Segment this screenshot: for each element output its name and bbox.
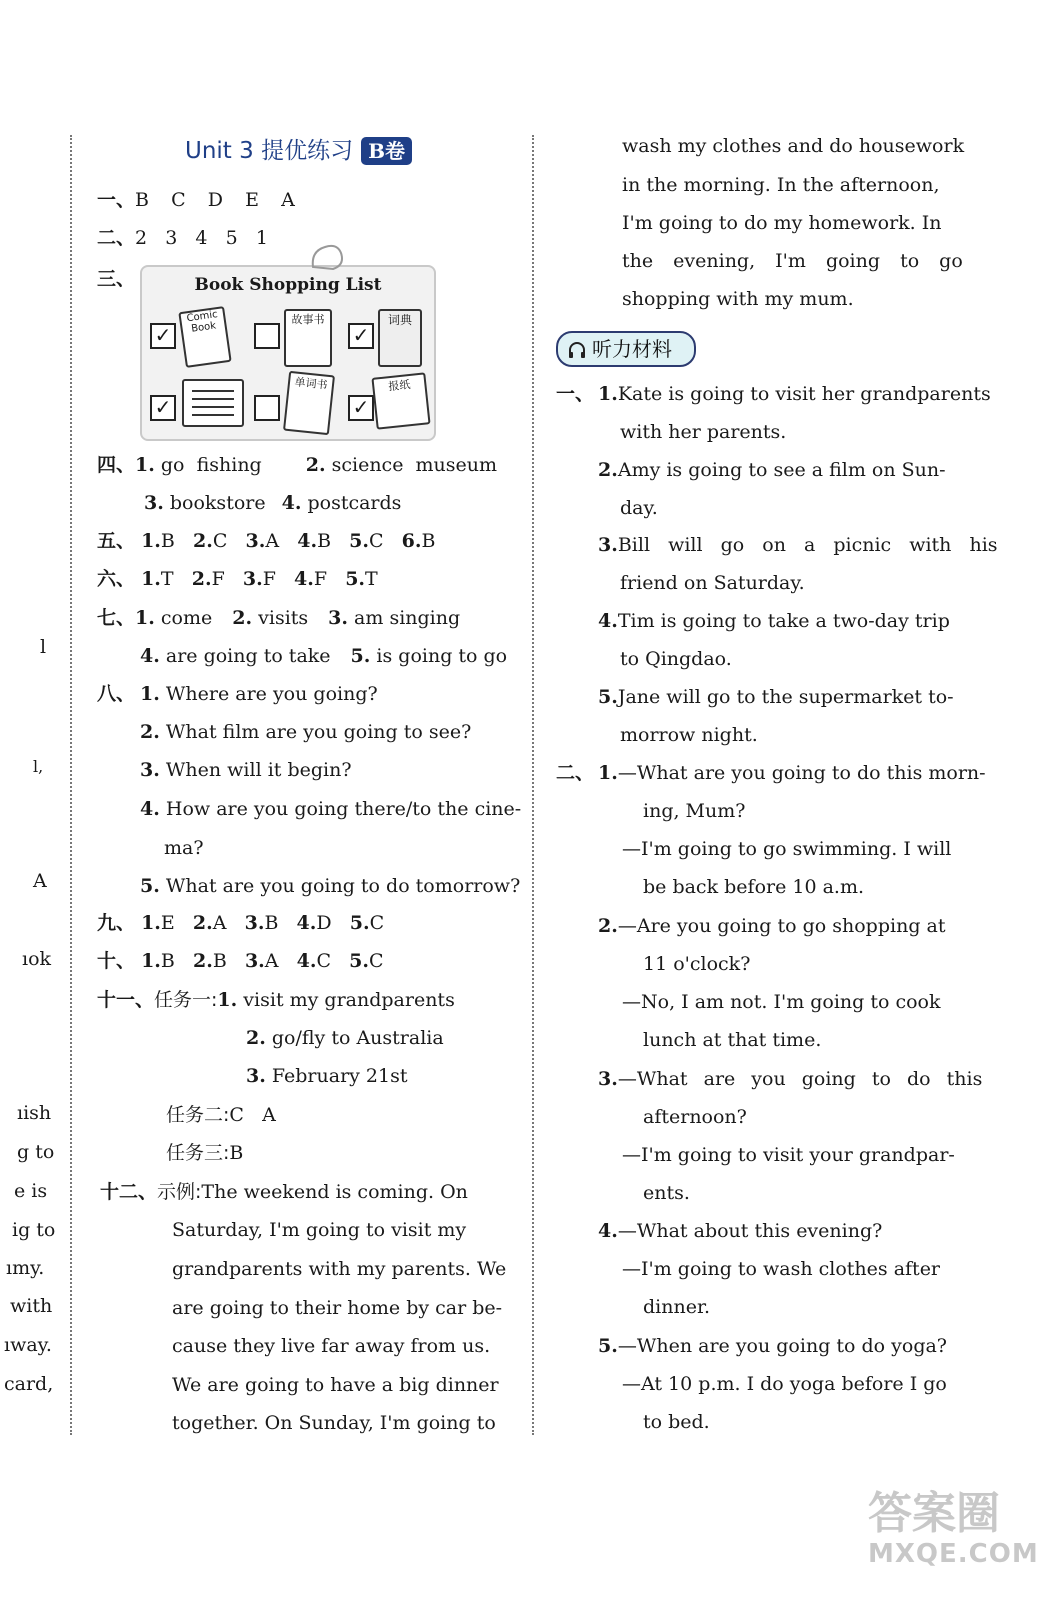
book-label: 词典 (387, 313, 412, 327)
answer-text: February 21st (265, 1065, 408, 1087)
section-4-line-1 (97, 446, 497, 484)
essay-text: cause they live far away from us. (172, 1335, 491, 1357)
script-text: friend on Saturday. (620, 572, 805, 594)
essay-continued-4 (622, 242, 963, 280)
item-number: 1. (141, 950, 161, 972)
dialog-line (598, 1060, 982, 1098)
book-label: 单词书 (293, 375, 329, 392)
answer-letter: B (212, 950, 227, 972)
item-number: 3. (245, 530, 266, 552)
item-number: 4. (297, 530, 318, 552)
essay-text: grandparents with my parents. We (172, 1258, 507, 1280)
section-number: 二、 (556, 762, 595, 784)
checkbox-comic-book[interactable]: ✓ (150, 323, 176, 349)
section-11-line-1 (97, 981, 455, 1019)
section-3 (97, 260, 135, 298)
script-text: Kate is going to visit her grandparents (617, 383, 991, 405)
item-number: 1. (598, 762, 618, 784)
section-8-line-2 (140, 713, 471, 751)
section-9 (97, 904, 384, 942)
item-number: 3. (328, 607, 349, 629)
answer-text: are going to take (159, 645, 331, 667)
listening-1-item-3 (598, 526, 998, 564)
script-text: —Are you going to go shopping at (617, 915, 946, 937)
listening-1-item-5-cont (620, 716, 758, 754)
listening-material-header (556, 331, 696, 367)
essay-text: wash my clothes and do housework (622, 135, 965, 157)
listening-1-item-1 (598, 375, 991, 413)
item-number: 4. (598, 610, 618, 632)
section-6 (97, 560, 378, 598)
example-label: 示例: (157, 1181, 202, 1203)
section-11-line-3 (246, 1057, 408, 1095)
item-number: 5. (598, 1335, 618, 1357)
item-number: 2. (598, 915, 618, 937)
item-number: 5. (140, 875, 160, 897)
item-number: 1. (135, 454, 155, 476)
script-text: —What are you going to do this morn- (617, 762, 986, 784)
answer-text: visit my grandparents (237, 989, 455, 1011)
margin-fragment: e is (14, 1180, 48, 1202)
script-text: ents. (643, 1182, 690, 1204)
dialog-line (622, 830, 951, 868)
section-number: 七、 (97, 607, 136, 629)
script-text: Amy is going to see a film on Sun- (617, 459, 946, 481)
item-number: 4. (140, 798, 160, 820)
answer-letter: B (421, 530, 436, 552)
section-7-line-1 (97, 599, 460, 637)
item-number: 5. (350, 645, 371, 667)
script-text: day. (620, 497, 658, 519)
essay-text: the evening, I'm going to go (622, 250, 963, 272)
answer-text: bookstore (163, 492, 266, 514)
item-number: 2. (191, 568, 212, 590)
center-column-separator (532, 135, 534, 1435)
section-8-line-3 (140, 751, 352, 789)
dialog-line (643, 1403, 710, 1441)
section-7-line-2 (140, 637, 507, 675)
book-shopping-list (140, 265, 436, 441)
answer-text: is going to go (370, 645, 508, 667)
essay-text: are going to their home by car be- (172, 1297, 503, 1319)
essay-text: shopping with my mum. (622, 288, 854, 310)
dialog-line (598, 1212, 882, 1250)
margin-fragment: l (40, 636, 47, 658)
dialog-line (643, 1098, 747, 1136)
section-number: 四、 (97, 454, 136, 476)
section-11-task-3 (166, 1134, 243, 1172)
margin-fragment: ıway. (4, 1334, 52, 1356)
item-number: 1. (135, 607, 155, 629)
item-number: 2. (192, 912, 213, 934)
headphone-icon (568, 341, 586, 359)
dialog-line (622, 983, 941, 1021)
listening-1-item-4 (598, 602, 950, 640)
answer-text: What are you going to do tomorrow? (159, 875, 521, 897)
checkbox-notebook[interactable]: ✓ (150, 395, 176, 421)
item-number: 4. (296, 950, 317, 972)
item-number: 3. (242, 568, 263, 590)
answer-letter: B (160, 530, 175, 552)
item-number: 1. (217, 989, 238, 1011)
essay-continued-1 (622, 127, 964, 165)
task-label: 任务三: (166, 1142, 230, 1164)
answer-letter: C (369, 530, 384, 552)
answer-letter: T (365, 568, 378, 590)
answer-letter: A (265, 530, 280, 552)
listening-1-item-2-cont (620, 489, 658, 527)
listening-label: 听力材料 (592, 337, 672, 361)
answer-text: Where are you going? (159, 683, 378, 705)
answer-letter: E (160, 912, 175, 934)
item-number: 4. (598, 1220, 618, 1242)
paper-badge: B卷 (361, 137, 412, 165)
listening-1-item-5 (598, 678, 954, 716)
left-margin-separator (70, 135, 72, 1435)
section-8-line-1 (140, 675, 378, 713)
item-number: 1. (141, 912, 161, 934)
margin-fragment: l, (33, 757, 44, 776)
item-number: 2. (232, 607, 253, 629)
item-number: 1. (140, 683, 160, 705)
item-number: 5. (349, 530, 369, 552)
listening-1-item-4-cont (620, 640, 732, 678)
answer-text: postcards (301, 492, 402, 514)
book-label: Comic Book (185, 309, 219, 335)
answer-text: When will it begin? (159, 759, 352, 781)
dialog-line (598, 907, 945, 945)
bag-icon (307, 241, 347, 271)
essay-continued-5 (622, 280, 854, 318)
item-number: 3. (244, 950, 265, 972)
script-text: —I'm going to wash clothes after (622, 1258, 941, 1280)
item-number: 4. (294, 568, 314, 590)
book-words (283, 371, 335, 435)
section-1 (97, 181, 296, 219)
dialog-line (643, 868, 864, 906)
section-number: 三、 (97, 268, 136, 290)
answer-text: go fishing (154, 454, 262, 476)
book-story (284, 309, 332, 367)
margin-fragment: with (10, 1295, 53, 1317)
item-number: 1. (141, 568, 161, 590)
watermark-line-1: 答案圈 (868, 1488, 1000, 1539)
script-text: —What are you going to do this (617, 1068, 983, 1090)
section-12-line-4 (172, 1289, 502, 1327)
listening-1-item-3-cont (620, 564, 805, 602)
margin-fragment: g to (17, 1141, 55, 1163)
essay-continued-2 (622, 166, 940, 204)
section-number: 十二、 (100, 1181, 158, 1203)
answer-letter: A (264, 950, 279, 972)
listening-1-number (556, 375, 594, 413)
section-4-line-2 (144, 484, 401, 522)
dialog-line (643, 792, 745, 830)
section-12-line-5 (172, 1327, 490, 1365)
script-text: 11 o'clock? (643, 953, 751, 975)
item-number: 5. (349, 912, 370, 934)
section-12-line-3 (172, 1250, 506, 1288)
lines-icon (188, 385, 238, 419)
book-label: 故事书 (291, 313, 325, 326)
item-number: 2. (193, 950, 213, 972)
script-text: to Qingdao. (620, 648, 732, 670)
item-number: 3. (598, 534, 618, 556)
title-text: Unit 3 提优练习 (185, 138, 354, 164)
section-12-line-7 (172, 1404, 496, 1442)
dialog-line (622, 1365, 947, 1403)
checkbox-word-book[interactable] (254, 395, 280, 421)
script-text: —What about this evening? (617, 1220, 883, 1242)
page-title (185, 132, 412, 165)
item-number: 2. (598, 459, 618, 481)
shopping-list-title: Book Shopping List (194, 275, 382, 295)
item-number: 3. (244, 912, 265, 934)
script-text: with her parents. (620, 421, 787, 443)
answer-text: B (229, 1142, 244, 1164)
script-text: Bill will go on a picnic with his (617, 534, 998, 556)
script-text: Tim is going to take a two-day trip (617, 610, 950, 632)
dialog-line (643, 1288, 710, 1326)
dialog-line (598, 1327, 947, 1365)
section-11-task-2 (166, 1096, 276, 1134)
margin-fragment: card, (4, 1373, 54, 1395)
watermark (868, 1488, 1039, 1568)
book-newspaper (371, 372, 430, 429)
answer-text: B C D E A (135, 189, 296, 211)
section-8-line-5 (164, 829, 204, 867)
item-number: 2. (305, 454, 326, 476)
answer-letter: C (369, 912, 385, 934)
margin-fragment: A (33, 870, 47, 892)
dialog-line (643, 1174, 690, 1212)
script-text: —At 10 p.m. I do yoga before I go (622, 1373, 947, 1395)
margin-fragment: ıish (17, 1102, 52, 1124)
answer-letter: F (313, 568, 328, 590)
answer-text: How are you going there/to the cine- (159, 798, 522, 820)
section-12-line-1 (100, 1173, 468, 1211)
answer-text: am singing (348, 607, 461, 629)
answer-text: C A (229, 1104, 276, 1126)
script-text: be back before 10 a.m. (643, 876, 865, 898)
section-number: 六、 (97, 568, 136, 590)
answer-letter: F (211, 568, 225, 590)
section-number: 十一、 (97, 989, 155, 1011)
answer-text: come (154, 607, 213, 629)
essay-text: We are going to have a big dinner (172, 1374, 499, 1396)
answer-letter: B (160, 950, 175, 972)
book-comic (178, 306, 231, 368)
answer-letter: F (262, 568, 276, 590)
script-text: lunch at that time. (643, 1029, 822, 1051)
section-10 (97, 942, 384, 980)
answer-text: 2 3 4 5 1 (135, 227, 268, 249)
item-number: 3. (598, 1068, 618, 1090)
book-label: 报纸 (387, 377, 411, 394)
checkbox-dictionary[interactable]: ✓ (348, 323, 374, 349)
item-number: 2. (140, 721, 160, 743)
item-number: 2. (246, 1027, 266, 1049)
answer-letter: B (317, 530, 332, 552)
item-number: 4. (140, 645, 160, 667)
dialog-line (643, 945, 750, 983)
item-number: 2. (193, 530, 213, 552)
section-number: 十、 (97, 950, 136, 972)
section-8-line-6 (140, 867, 520, 905)
essay-text: in the morning. In the afternoon, (622, 174, 940, 196)
item-number: 5. (345, 568, 366, 590)
checkbox-newspaper[interactable]: ✓ (348, 395, 374, 421)
section-number: 二、 (97, 227, 136, 249)
essay-text: Saturday, I'm going to visit my (172, 1219, 467, 1241)
essay-continued-3 (622, 204, 942, 242)
book-notes (182, 379, 244, 427)
script-text: —No, I am not. I'm going to cook (622, 991, 941, 1013)
listening-1-item-2 (598, 451, 946, 489)
item-number: 4. (296, 912, 317, 934)
answer-text: What film are you going to see? (159, 721, 472, 743)
listening-1-item-1-cont (620, 413, 786, 451)
answer-letter: C (369, 950, 384, 972)
dialog-line (598, 754, 986, 792)
script-text: to bed. (643, 1411, 710, 1433)
section-5 (97, 522, 435, 560)
dialog-line (622, 1136, 955, 1174)
script-text: ing, Mum? (643, 800, 746, 822)
section-2 (97, 219, 268, 257)
section-number: 一、 (97, 189, 136, 211)
essay-text: The weekend is coming. On (201, 1181, 468, 1203)
script-text: —I'm going to visit your grandpar- (622, 1144, 955, 1166)
script-text: morrow night. (620, 724, 758, 746)
answer-letter: C (316, 950, 332, 972)
item-number: 4. (281, 492, 302, 514)
essay-text: I'm going to do my homework. In (622, 212, 942, 234)
section-number: 八、 (97, 683, 136, 705)
item-number: 1. (598, 383, 618, 405)
section-number: 九、 (97, 912, 136, 934)
section-8-number (97, 675, 135, 713)
item-number: 3. (140, 759, 160, 781)
item-number: 6. (401, 530, 422, 552)
essay-text: together. On Sunday, I'm going to (172, 1412, 496, 1434)
answer-letter: C (212, 530, 228, 552)
margin-fragment: ımy. (6, 1257, 45, 1279)
answer-letter: A (212, 912, 227, 934)
item-number: 5. (598, 686, 618, 708)
dialog-line (622, 1250, 940, 1288)
answer-letter: T (160, 568, 174, 590)
section-12-line-6 (172, 1366, 499, 1404)
item-number: 3. (144, 492, 164, 514)
section-12-line-2 (172, 1211, 466, 1249)
section-8-line-4 (140, 790, 521, 828)
script-text: Jane will go to the supermarket to- (617, 686, 954, 708)
section-11-line-2 (246, 1019, 444, 1057)
dialog-line (643, 1021, 821, 1059)
section-number: 一、 (556, 383, 595, 405)
script-text: —When are you going to do yoga? (617, 1335, 947, 1357)
answer-text: ma? (164, 837, 204, 859)
margin-fragment: ig to (12, 1219, 56, 1241)
task-label: 任务一: (154, 989, 218, 1011)
answer-letter: B (264, 912, 279, 934)
checkbox-story-book[interactable] (254, 323, 280, 349)
task-label: 任务二: (166, 1104, 230, 1126)
answer-letter: D (316, 912, 332, 934)
listening-2-number (556, 754, 594, 792)
script-text: dinner. (643, 1296, 710, 1318)
watermark-line-2: MXQE.COM (868, 1539, 1039, 1569)
item-number: 5. (349, 950, 369, 972)
book-dictionary (378, 309, 422, 367)
margin-fragment: ıok (22, 948, 52, 970)
section-number: 五、 (97, 530, 136, 552)
answer-text: go/fly to Australia (265, 1027, 444, 1049)
answer-text: visits (252, 607, 309, 629)
item-number: 3. (246, 1065, 266, 1087)
script-text: —I'm going to go swimming. I will (622, 838, 952, 860)
item-number: 1. (141, 530, 161, 552)
script-text: afternoon? (643, 1106, 747, 1128)
answer-text: science museum (325, 454, 498, 476)
